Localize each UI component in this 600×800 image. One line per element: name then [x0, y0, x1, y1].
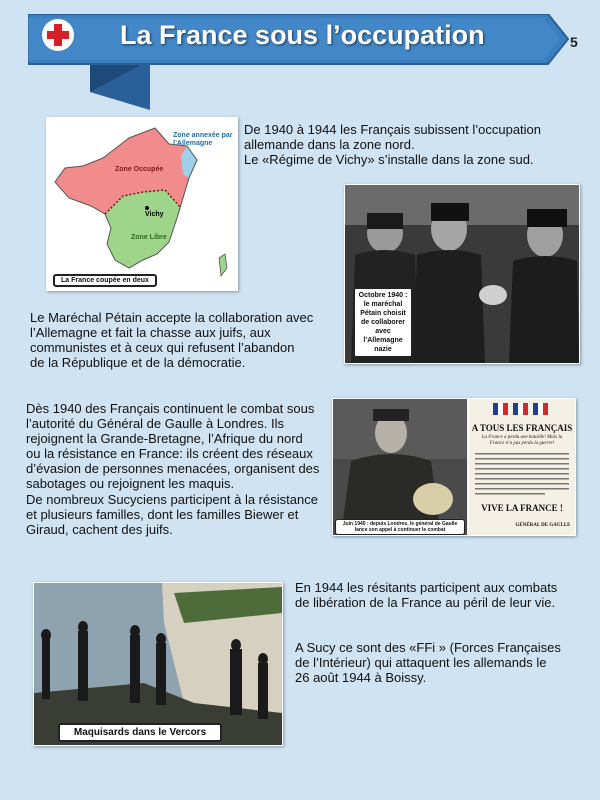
map-label-zone-annexed: Zone annexée par l’Allemagne — [173, 132, 233, 147]
text-line: de l’Intérieur) qui attaquent les allemands le — [295, 655, 547, 670]
map-label-zone-occupied: Zone Occupée — [115, 166, 164, 173]
section4-text-2 — [295, 640, 585, 685]
de-gaulle-photo — [332, 398, 468, 536]
text-line: Le «Régime de Vichy» s’installe dans la zone sud. — [244, 152, 534, 167]
france-map-image — [46, 117, 238, 291]
map-caption: La France coupée en deux — [53, 274, 157, 287]
poster-body-text-lines — [469, 451, 575, 501]
text-line: rejoignent la Grande-Bretagne, l’Afrique du nord — [26, 431, 303, 446]
vercors-photo-caption: Maquisards dans le Vercors — [58, 723, 222, 742]
text-line: En 1944 les résitants participent aux combats — [295, 580, 558, 595]
text-line: de libération de la France au péril de leur vie. — [295, 595, 556, 610]
section3-text-2 — [26, 492, 336, 537]
text-line: 26 août 1944 à Boissy. — [295, 670, 427, 685]
page-title: La France sous l’occupation — [120, 20, 485, 50]
text-line: ou la résistance en France: ils créent des réseaux — [26, 446, 313, 461]
section1-text — [244, 122, 584, 167]
text-line: Dès 1940 des Français continuent le combat sous — [26, 401, 315, 416]
french-flags-icon — [469, 401, 575, 421]
petain-hitler-photo — [344, 184, 580, 364]
de-gaulle-photo-caption: Juin 1940 : depuis Londres, le général de Gaulle lance son appel à continuer le combat — [335, 519, 465, 535]
text-line: de la République et de la démocratie. — [30, 355, 246, 370]
text-line: l’Allemagne et fait la chasse aux juifs, aux — [30, 325, 271, 340]
text-line: communistes et à ceux qui refusent l’abandon — [30, 340, 295, 355]
poster-signature: GÉNÉRAL DE GAULLE — [515, 523, 571, 528]
text-line: Le Maréchal Pétain accepte la collaboration avec — [30, 310, 314, 325]
text-line: et plusieurs familles, dont les familles Biewer et — [26, 507, 299, 522]
vercors-maquis-photo — [33, 582, 283, 746]
section3-text — [26, 401, 336, 491]
petain-photo-caption: Octobre 1940 : le maréchal Pétain choisit de collaborer avec l’Allemagne nazie — [353, 287, 413, 358]
text-line: sabotages ou rejoignent les maquis. — [26, 476, 235, 491]
page-number: 5 — [570, 34, 578, 50]
text-line: De 1940 à 1944 les Français subissent l’occupation — [244, 122, 542, 137]
poster-title: A TOUS LES FRANÇAIS — [471, 423, 573, 433]
text-line: d’évasion de personnes menacées, organisent des — [26, 461, 320, 476]
map-label-vichy: Vichy — [145, 211, 164, 218]
appeal-poster — [468, 398, 576, 536]
poster-subtitle: La France a perdu une bataille! Mais la France n’a pas perdu la guerre! — [481, 435, 563, 446]
text-line: De nombreux Sucyciens participent à la résistance — [26, 492, 318, 507]
section4-text — [295, 580, 585, 610]
text-line: l’autorité du Général de Gaulle à Londres. Ils — [26, 416, 284, 431]
section2-text — [30, 310, 350, 370]
poster-slogan: VIVE LA FRANCE ! — [481, 503, 563, 513]
text-line: allemande dans la zone nord. — [244, 137, 415, 152]
text-line: Giraud, cachent des juifs. — [26, 522, 173, 537]
red-cross-icon — [40, 17, 76, 53]
text-line: A Sucy ce sont des «FFi » (Forces Françaises — [295, 640, 561, 655]
map-label-zone-free: Zone Libre — [131, 234, 167, 241]
